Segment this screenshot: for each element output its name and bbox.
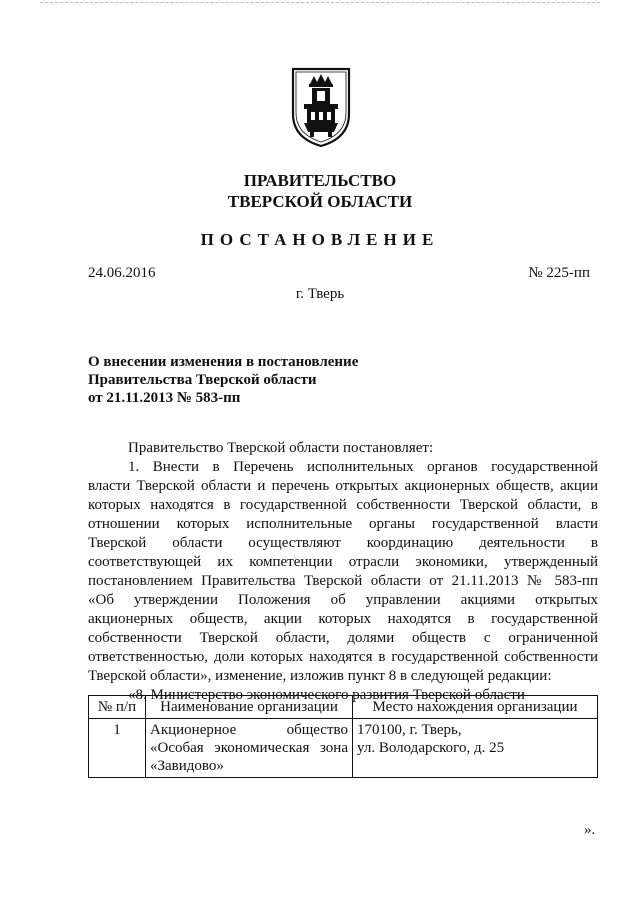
paragraph-line: 1. Внести в Перечень исполнительных органов государственной (128, 459, 598, 475)
subject-line: О внесении изменения в постановление (88, 354, 359, 370)
cell-number: 1 (89, 719, 146, 778)
paragraph-line: акционерных обществ, акции которых находятся в государственной (88, 611, 598, 627)
subject-line: Правительства Тверской области (88, 372, 317, 388)
location-line: ул. Володарского, д. 25 (357, 740, 505, 756)
header-organization-location: Место нахождения организации (353, 696, 598, 719)
org-name-line: «Завидово» (150, 758, 224, 774)
document-subject (88, 353, 358, 407)
paragraph-line: которых находятся в государственной собственности Тверской области, в (88, 497, 598, 513)
government-title-line2: ТВЕРСКОЙ ОБЛАСТИ (227, 192, 413, 211)
intro-line: Правительство Тверской области постановляет: (128, 440, 434, 456)
document-city: г. Тверь (295, 286, 345, 302)
paragraph-line: ответственностью, доли которых находятся в государственной собственности (88, 649, 598, 665)
closing-quote: ». (584, 822, 596, 838)
paragraph-line: постановлением Правительства Тверской области от 21.11.2013 № 583-пп (88, 573, 598, 589)
org-name-line: «Особая экономическая зона (150, 740, 348, 756)
paragraph-line: «Об утверждении Положения об управлении акциями открытых (88, 592, 598, 608)
body-intro (88, 439, 598, 458)
tver-coat-of-arms-icon (290, 66, 352, 148)
body-paragraph-1 (88, 458, 598, 705)
paragraph-line: соответствующей их компетенции отрасли экономики, утвержденный (88, 554, 598, 570)
government-title-line1: ПРАВИТЕЛЬСТВО (243, 171, 397, 190)
table-header-row (89, 696, 598, 719)
header-organization-name: Наименование организации (146, 696, 353, 719)
item-8-line: «8. Министерство экономического развития Тверской области (128, 687, 525, 703)
cell-organization-name (146, 719, 353, 778)
paragraph-line: власти Тверской области и перечень открытых акционерных обществ, акции (88, 478, 598, 494)
document-type: ПОСТАНОВЛЕНИЕ (200, 230, 440, 249)
document-date: 24.06.2016 (88, 265, 156, 281)
paragraph-line: собственности Тверской области, долями обществ с ограниченной (88, 630, 598, 646)
organization-table (88, 695, 598, 778)
location-line: 170100, г. Тверь, (357, 722, 462, 738)
paragraph-line: Тверской области», изменение, изложив пункт 8 в следующей редакции: (88, 668, 552, 684)
cell-organization-location (353, 719, 598, 778)
paragraph-line: отношении которых исполнительные органы государственной власти (88, 516, 598, 532)
document-number: № 225-пп (528, 265, 590, 281)
org-name-line: Акционерное общество (150, 722, 348, 738)
header-number: № п/п (89, 696, 146, 719)
subject-line: от 21.11.2013 № 583-пп (88, 390, 241, 406)
table-row (89, 719, 598, 778)
paragraph-line: Тверской области осуществляют координацию деятельности в (88, 535, 598, 551)
scan-edge-line (40, 2, 600, 3)
